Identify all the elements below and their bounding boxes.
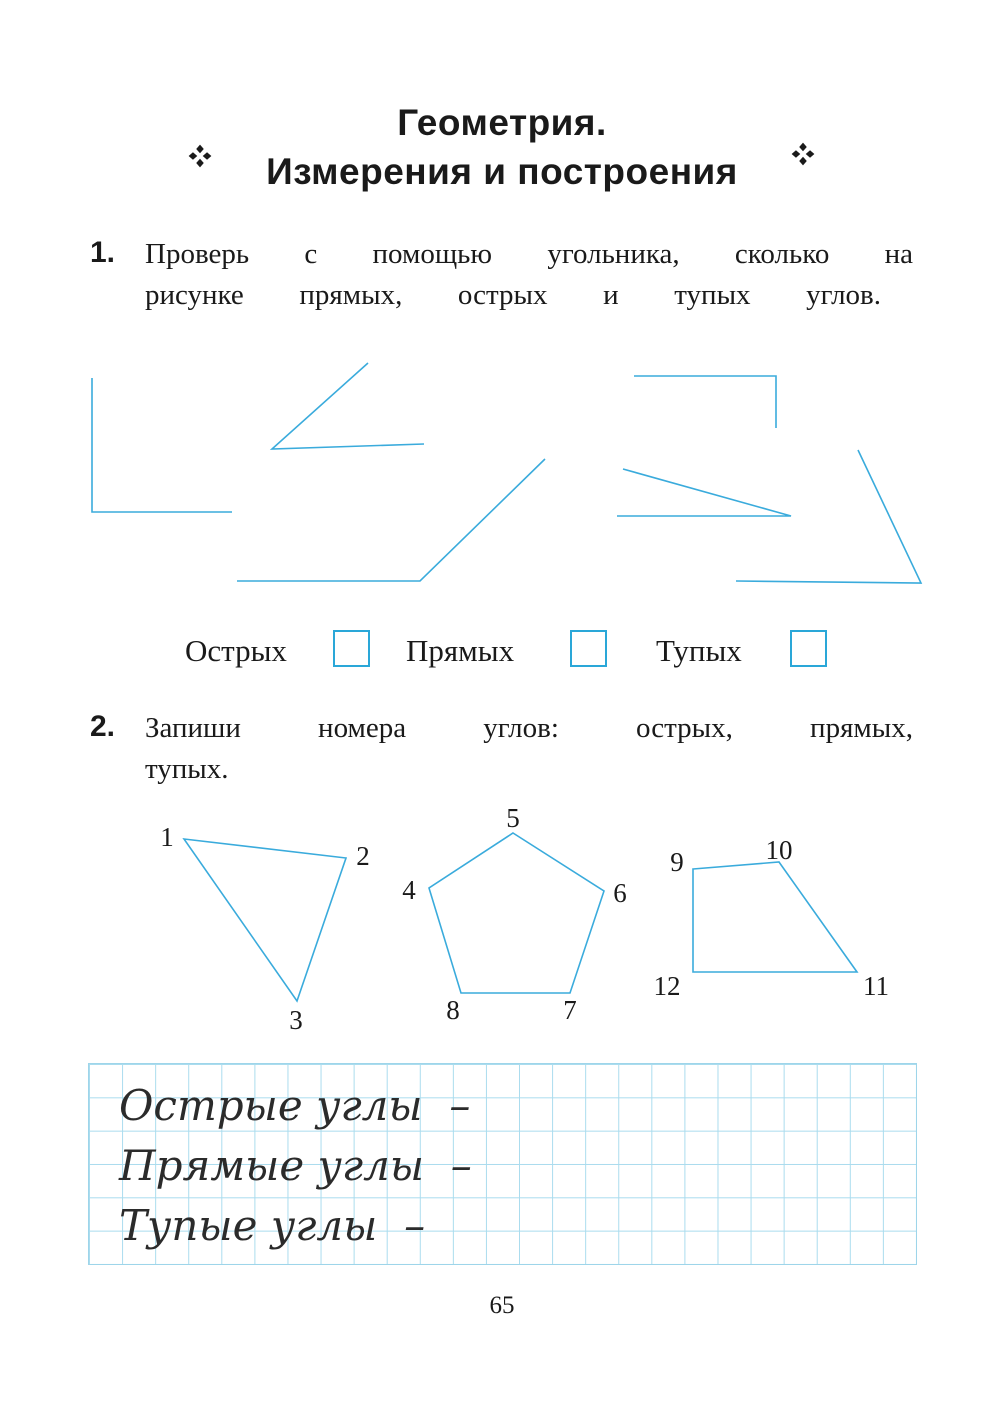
vertex-label-9: 9 — [670, 847, 684, 877]
triangle-shape — [184, 839, 346, 1001]
exercise-2-text-line2: тупых. — [145, 753, 229, 785]
page-title-line2: Измерения и построения — [266, 151, 738, 192]
angle-line-right-1 — [92, 378, 232, 512]
vertex-label-12: 12 — [653, 971, 681, 1001]
vertex-label-11: 11 — [863, 971, 889, 1001]
vertex-label-8: 8 — [446, 995, 460, 1025]
exercise-1-text — [145, 234, 913, 316]
pentagon-shape — [429, 833, 604, 993]
exercise-1-number: 1. — [90, 236, 116, 269]
exercise-2-text-line1: Запиши номера углов: острых, прямых, — [145, 712, 913, 744]
vertex-label-4: 4 — [402, 875, 416, 905]
angles-figure — [0, 352, 1004, 604]
answer-box-acute[interactable] — [333, 630, 370, 667]
exercise-2-text — [145, 708, 913, 790]
worksheet-line-right: Прямые углы – — [119, 1141, 472, 1190]
grid-worksheet[interactable] — [88, 1063, 917, 1265]
vertex-label-10: 10 — [765, 835, 793, 865]
page-title — [0, 98, 1004, 196]
answer-label-acute: Острых — [185, 633, 287, 668]
exercise-2-number: 2. — [90, 710, 116, 743]
vertex-label-1: 1 — [160, 822, 174, 852]
angle-line-acute-2 — [617, 469, 791, 516]
angle-line-acute-1 — [272, 363, 424, 449]
angle-line-obtuse-1 — [237, 459, 545, 581]
vertex-label-6: 6 — [613, 878, 627, 908]
quadrilateral-shape — [693, 862, 857, 972]
shapes-figure — [0, 805, 1004, 1040]
vertex-label-2: 2 — [356, 841, 370, 871]
angle-line-right-2 — [634, 376, 776, 428]
answer-box-obtuse[interactable] — [790, 630, 827, 667]
page-title-line1: Геометрия. — [397, 102, 607, 143]
answer-box-right[interactable] — [570, 630, 607, 667]
answer-label-obtuse: Тупых — [656, 633, 742, 668]
vertex-label-7: 7 — [563, 995, 577, 1025]
worksheet-line-obtuse: Тупые углы – — [119, 1201, 426, 1250]
exercise-1-text-line2: рисунке прямых, острых и тупых углов. — [145, 279, 881, 311]
exercise-1-text-line1: Проверь с помощью угольника, сколько на — [145, 238, 913, 270]
answer-label-right: Прямых — [406, 633, 515, 668]
vertex-label-3: 3 — [289, 1005, 303, 1035]
vertex-label-5: 5 — [506, 805, 520, 833]
worksheet-line-acute: Острые углы – — [119, 1081, 471, 1130]
page-number: 65 — [489, 1292, 515, 1319]
